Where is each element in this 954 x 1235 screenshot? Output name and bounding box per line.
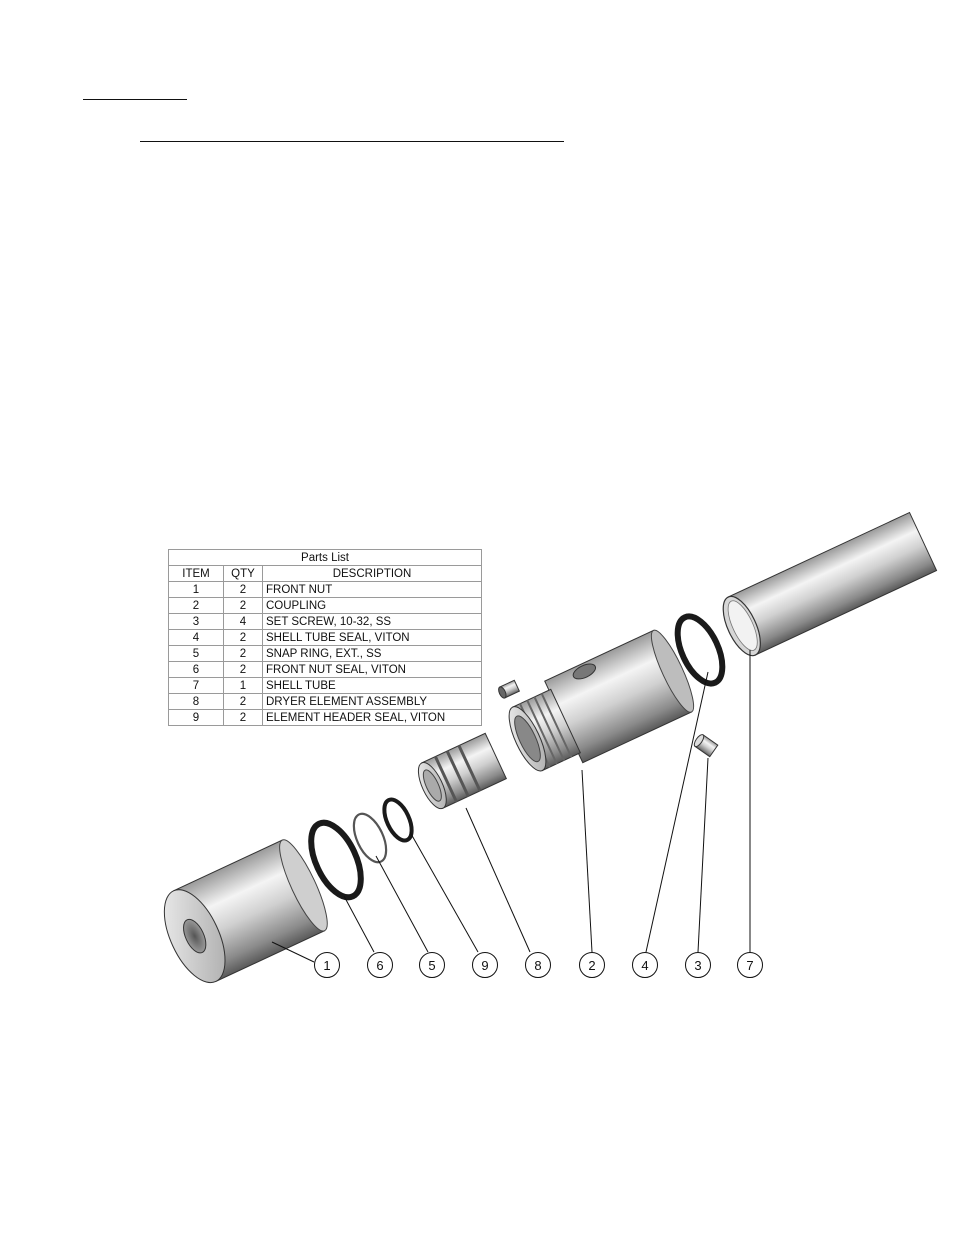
balloon-3 <box>686 953 711 978</box>
item-cell: 8 <box>169 694 224 710</box>
qty-cell: 2 <box>224 662 263 678</box>
qty-cell: 4 <box>224 614 263 630</box>
leader-6 <box>344 896 374 952</box>
balloon-4 <box>633 953 658 978</box>
front-nut <box>152 835 336 992</box>
shell-tube <box>716 513 937 661</box>
leader-5 <box>376 856 428 952</box>
parts-list-table <box>168 549 482 726</box>
qty-cell: 2 <box>224 582 263 598</box>
balloon-6 <box>368 953 393 978</box>
balloons <box>315 953 763 978</box>
set-screw-upper <box>497 680 519 699</box>
leader-8 <box>466 808 530 952</box>
description-cell: COUPLING <box>263 598 482 614</box>
set-screw-lower <box>693 733 718 757</box>
item-cell: 6 <box>169 662 224 678</box>
table-row <box>169 662 482 678</box>
table-row <box>169 646 482 662</box>
balloon-7 <box>738 953 763 978</box>
qty-cell: 1 <box>224 678 263 694</box>
table-row <box>169 630 482 646</box>
table-row <box>169 710 482 726</box>
balloon-9 <box>473 953 498 978</box>
balloon-label: 3 <box>694 958 702 973</box>
balloon-label: 4 <box>641 958 649 973</box>
balloon-1 <box>315 953 340 978</box>
parts-list-title: Parts List <box>169 550 482 566</box>
column-header-item: ITEM <box>169 566 224 582</box>
balloon-label: 2 <box>588 958 596 973</box>
description-cell: FRONT NUT <box>263 582 482 598</box>
leader-9 <box>410 832 478 952</box>
column-header-description: DESCRIPTION <box>263 566 482 582</box>
leader-2 <box>582 770 592 952</box>
table-row <box>169 694 482 710</box>
column-header-qty: QTY <box>224 566 263 582</box>
description-cell: SNAP RING, EXT., SS <box>263 646 482 662</box>
table-row <box>169 582 482 598</box>
item-cell: 4 <box>169 630 224 646</box>
qty-cell: 2 <box>224 646 263 662</box>
item-cell: 1 <box>169 582 224 598</box>
item-cell: 2 <box>169 598 224 614</box>
table-row <box>169 614 482 630</box>
item-cell: 3 <box>169 614 224 630</box>
description-cell: FRONT NUT SEAL, VITON <box>263 662 482 678</box>
balloon-5 <box>420 953 445 978</box>
balloon-label: 1 <box>323 958 331 973</box>
dryer-element-assembly <box>413 733 507 812</box>
parts-list-title-row <box>169 550 482 566</box>
item-cell: 9 <box>169 710 224 726</box>
qty-cell: 2 <box>224 694 263 710</box>
table-row <box>169 598 482 614</box>
coupling <box>498 626 701 784</box>
description-cell: SHELL TUBE <box>263 678 482 694</box>
description-cell: DRYER ELEMENT ASSEMBLY <box>263 694 482 710</box>
parts-list-header-row <box>169 566 482 582</box>
item-cell: 7 <box>169 678 224 694</box>
description-cell: SET SCREW, 10-32, SS <box>263 614 482 630</box>
item-cell: 5 <box>169 646 224 662</box>
table-row <box>169 678 482 694</box>
description-cell: SHELL TUBE SEAL, VITON <box>263 630 482 646</box>
leader-3 <box>698 758 708 952</box>
balloon-label: 9 <box>481 958 489 973</box>
balloon-8 <box>526 953 551 978</box>
balloon-2 <box>580 953 605 978</box>
balloon-label: 8 <box>534 958 542 973</box>
qty-cell: 2 <box>224 598 263 614</box>
balloon-label: 6 <box>376 958 384 973</box>
qty-cell: 2 <box>224 630 263 646</box>
balloon-label: 5 <box>428 958 436 973</box>
qty-cell: 2 <box>224 710 263 726</box>
balloon-label: 7 <box>746 958 754 973</box>
description-cell: ELEMENT HEADER SEAL, VITON <box>263 710 482 726</box>
